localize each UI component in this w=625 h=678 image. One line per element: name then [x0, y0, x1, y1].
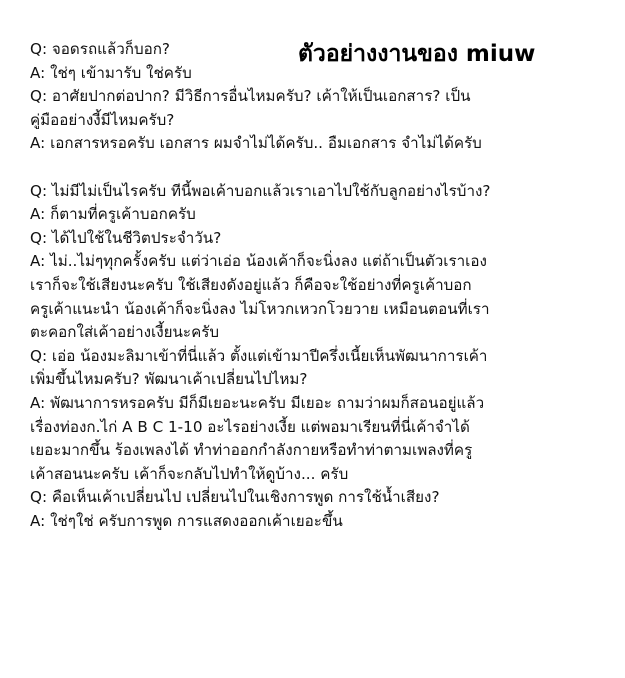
document-title: ตัวอย่างงานของ miuw — [298, 41, 536, 67]
transcript-line: Q: ได้ไปใช้ในชีวิตประจำวัน? — [30, 228, 222, 247]
transcript-line: A: พัฒนาการหรอครับ มีก็มีเยอะนะครับ มีเยอะ ถามว่าผมก็สอนอยู่แล้ว — [30, 393, 485, 412]
paragraph-gap — [30, 156, 615, 180]
transcript-line: Q: อาศัยปากต่อปาก? มีวิธีการอื่นไหมครับ? เค้าให้เป็นเอกสาร? เป็น — [30, 87, 471, 106]
transcript-line: ตะคอกใส่เค้าอย่างเงี้ยนะครับ — [30, 323, 220, 342]
transcript-line: Q: ไม่มีไม่เป็นไรครับ ทีนี้พอเค้าบอกแล้วเราเอาไปใช้กับลูกอย่างไรบ้าง? — [30, 181, 491, 200]
transcript-line: A: ใช่ๆใช่ ครับการพูด การแสดงออกเค้าเยอะขึ้น — [30, 511, 343, 530]
transcript-line: เพิ่มขึ้นไหมครับ? พัฒนาเค้าเปลี่ยนไปไหม? — [30, 370, 308, 389]
transcript-line: เรื่องท่องก.ไก่ A B C 1-10 อะไรอย่างเงี้ย แต่พอมาเรียนที่นี่เค้าจำได้ — [30, 417, 470, 436]
transcript-line: Q: คือเห็นเค้าเปลี่ยนไป เปลี่ยนไปในเชิงการพูด การใช้น้ำเสียง? — [30, 488, 440, 507]
transcript-line: เราก็จะใช้เสียงนะครับ ใช้เสียงดังอยู่แล้ว ก็คือจะใช้อย่างที่ครูเค้าบอก — [30, 275, 472, 294]
transcript-line: A: เอกสารหรอครับ เอกสาร ผมจำไม่ได้ครับ.. อืมเอกสาร จำไม่ได้ครับ — [30, 134, 482, 153]
transcript-line: คู่มืออย่างงี้มีไหมครับ? — [30, 110, 175, 129]
interview-transcript — [30, 38, 615, 533]
transcript-line: A: ก็ตามที่ครูเค้าบอกครับ — [30, 205, 196, 224]
transcript-line: เค้าสอนนะครับ เค้าก็จะกลับไปทำให้ดูบ้าง... ครับ — [30, 464, 349, 483]
transcript-line: Q: เอ่อ น้องมะลิมาเข้าที่นี่แล้ว ตั้งแต่เข้ามาปีครึ่งเนี้ยเห็นพัฒนาการเค้า — [30, 346, 488, 365]
transcript-line: Q: จอดรถแล้วก็บอก? — [30, 40, 170, 58]
transcript-line: A: ไม่..ไม่ๆทุกครั้งครับ แต่ว่าเอ่อ น้องเค้าก็จะนิ่งลง แต่ถ้าเป็นตัวเราเอง — [30, 252, 487, 271]
transcript-line: เยอะมากขึ้น ร้องเพลงได้ ทำท่าออกกำลังกายหรือทำท่าตามเพลงที่ครู — [30, 441, 473, 460]
transcript-line: A: ใช่ๆ เข้ามารับ ใช่ครับ — [30, 63, 192, 82]
transcript-line: ครูเค้าแนะนำ น้องเค้าก็จะนิ่งลง ไม่โหวกเหวกโวยวาย เหมือนตอนที่เรา — [30, 299, 490, 318]
